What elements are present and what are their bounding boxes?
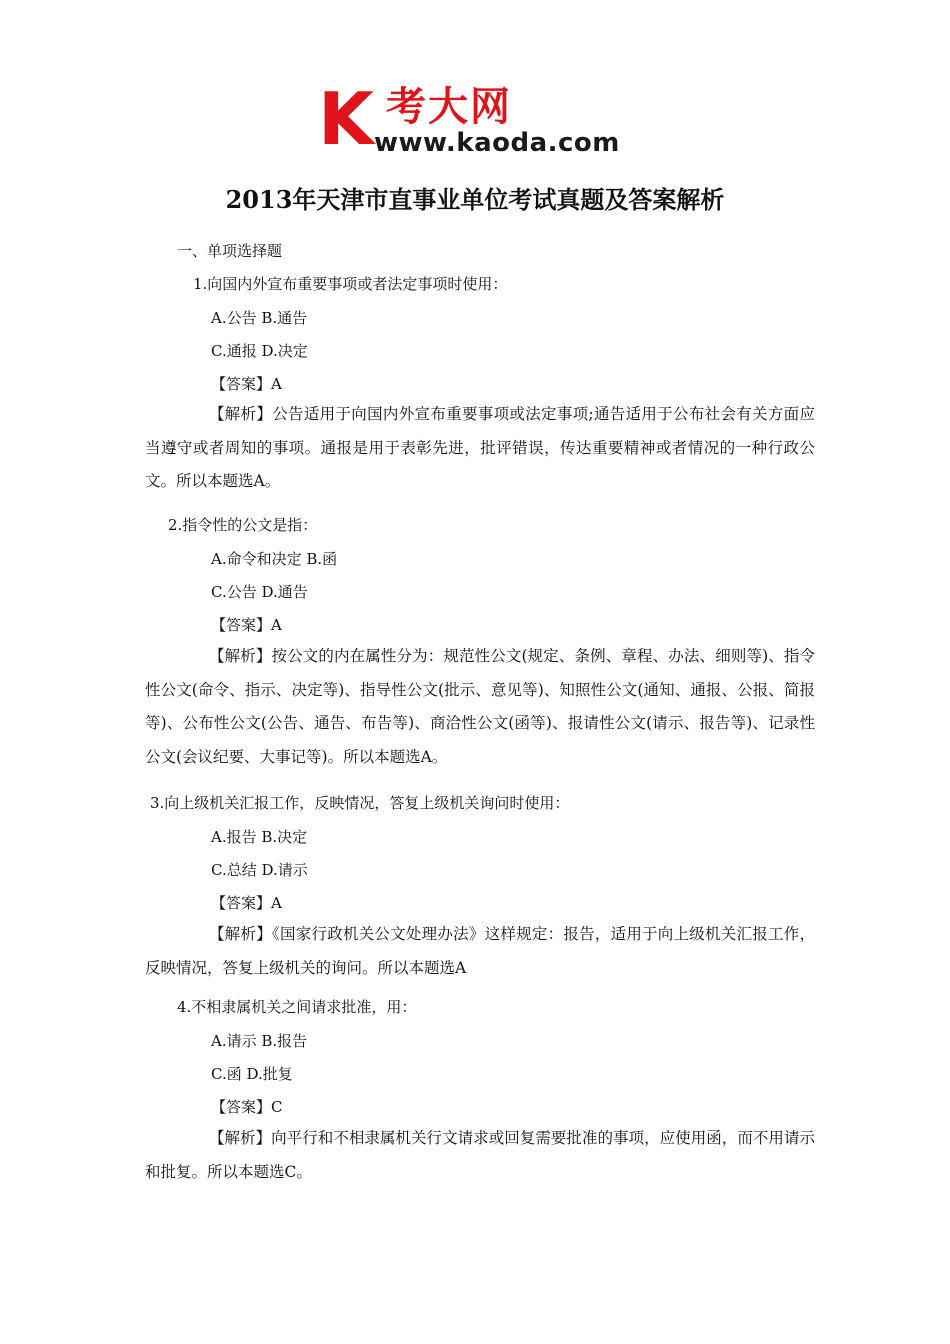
kaoda-logo — [318, 77, 638, 161]
question-2-analysis: 【解析】按公文的内在属性分为：规范性公文(规定、条例、章程、办法、细则等)、指令性公文(命令、指示、决定等)、指导性公文(批示、意见等)、知照性公文(通知、通报、公报、简报等)、公布性公文(公告、通告、布告等)、商洽性公文(函等)、报请性公文(请示、报告等)、记录性公文(会议纪要、大事记等)。所以本题选A。 — [145, 647, 815, 766]
question-2-answer: 【答案】A — [211, 616, 282, 634]
question-4-answer: 【答案】C — [211, 1098, 283, 1116]
question-2: 2.指令性的公文是指： — [168, 516, 318, 534]
question-1-answer: 【答案】A — [211, 375, 282, 393]
question-2-options-ab: A.命令和决定 B.函 — [211, 550, 338, 568]
question-3-options-ab: A.报告 B.决定 — [211, 828, 308, 846]
question-4-options-cd: C.函 D.批复 — [211, 1065, 293, 1083]
question-4-options-ab: A.请示 B.报告 — [211, 1032, 308, 1050]
question-4: 4.不相隶属机关之间请求批准，用： — [177, 998, 417, 1016]
logo-brand-name: 考大网 — [386, 84, 512, 130]
document-title: 2013年天津市直事业单位考试真题及答案解析 — [225, 185, 725, 214]
question-2-options-cd: C.公告 D.通告 — [211, 583, 308, 601]
question-4-analysis: 【解析】向平行和不相隶属机关行文请求或回复需要批准的事项，应使用函，而不用请示和批复。所以本题选C。 — [145, 1129, 815, 1181]
question-3-answer: 【答案】A — [211, 894, 282, 912]
question-3-analysis: 【解析】《国家行政机关公文处理办法》这样规定：报告，适用于向上级机关汇报工作，反映情况，答复上级机关的询问。所以本题选A — [145, 925, 815, 977]
section-heading: 一、单项选择题 — [177, 242, 283, 260]
question-1: 1.向国内外宣布重要事项或者法定事项时使用： — [193, 275, 508, 293]
question-3: 3.向上级机关汇报工作，反映情况，答复上级机关询问时使用： — [150, 794, 570, 812]
question-3-options-cd: C.总结 D.请示 — [211, 861, 308, 879]
logo-url: www.kaoda.com — [374, 128, 620, 158]
question-1-options-ab: A.公告 B.通告 — [211, 309, 308, 327]
question-1-analysis: 【解析】公告适用于向国内外宣布重要事项或法定事项;通告适用于公布社会有关方面应当遵守或者周知的事项。通报是用于表彰先进，批评错误，传达重要精神或者情况的一种行政公文。所以本题选A。 — [145, 405, 815, 490]
question-1-options-cd: C.通报 D.决定 — [211, 342, 308, 360]
logo-k-mark: K — [318, 77, 372, 161]
